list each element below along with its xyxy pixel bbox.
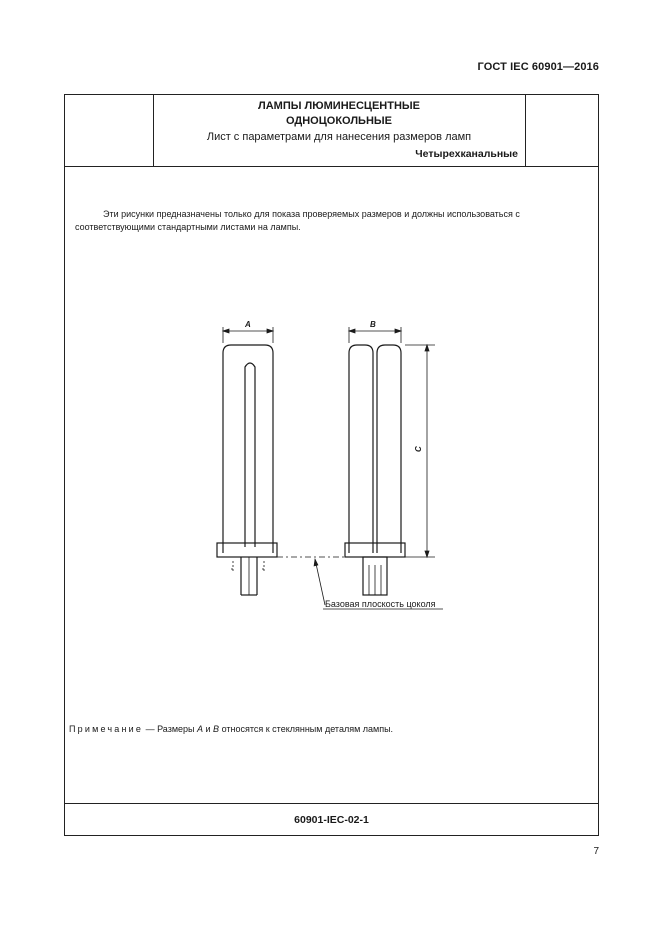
- sheet-code: 60901-IEC-02-1: [294, 814, 369, 826]
- dimension-a-label: A: [245, 320, 251, 329]
- note-and: и: [203, 724, 214, 734]
- note-dash: — Размеры: [143, 724, 197, 734]
- note-dim-a: A: [197, 724, 204, 734]
- dimension-c-label: C: [414, 446, 423, 452]
- dimension-a-line: [223, 327, 273, 343]
- standard-code: ГОСТ IEC 60901—2016: [477, 61, 599, 73]
- base-plane-leader: [315, 559, 325, 605]
- note-lead: Примечание: [69, 724, 144, 734]
- lamp-type-label: Четырехканальные: [415, 148, 518, 160]
- sheet-subtitle: Лист с параметрами для нанесения размеров ламп: [206, 131, 472, 143]
- sheet-title-line2: ОДНОЦОКОЛЬНЫЕ: [285, 115, 392, 127]
- base-plane-label: Базовая плоскость цоколя: [325, 599, 436, 609]
- sheet-frame: [64, 94, 599, 836]
- intro-paragraph: Эти рисунки предназначены только для показа проверяемых размеров и должны использоваться с соответствующими стандартными листами на лампы.: [75, 209, 520, 232]
- note-dim-b: B: [213, 724, 220, 734]
- note-rest: относятся к стеклянным деталям лампы.: [219, 724, 394, 734]
- lamp-front-view: [345, 345, 405, 595]
- lamp-side-view: [217, 345, 277, 595]
- dimension-b-label: B: [370, 320, 376, 329]
- page-number: 7: [593, 846, 599, 857]
- note: [69, 724, 393, 734]
- dimension-b-line: [349, 327, 401, 343]
- sheet-title-line1: ЛАМПЫ ЛЮМИНЕСЦЕНТНЫЕ: [258, 100, 420, 112]
- footer-row: [65, 803, 598, 836]
